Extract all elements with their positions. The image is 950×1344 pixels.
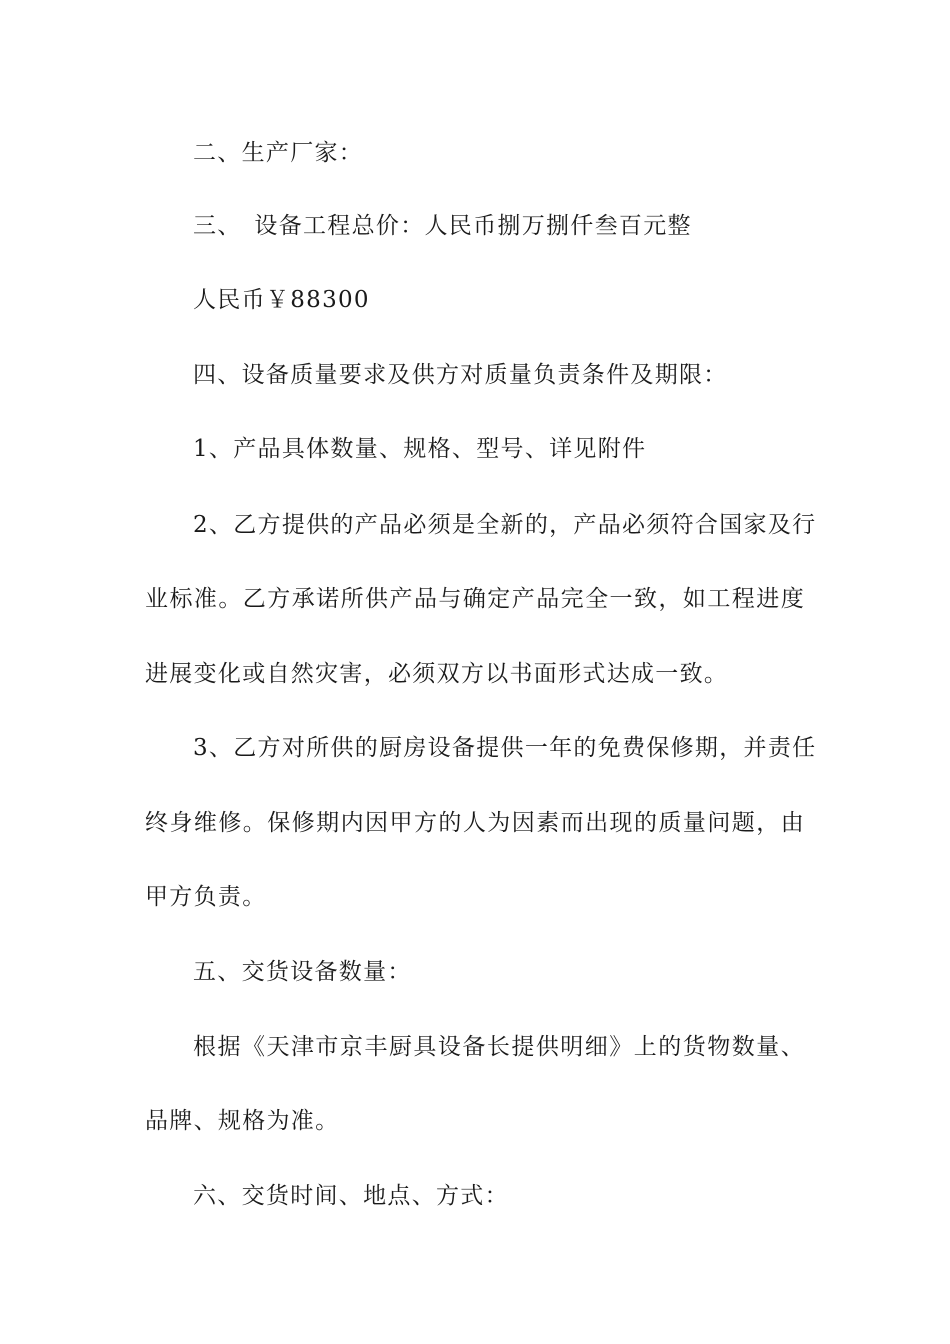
clause-4-1: 1、产品具体数量、规格、型号、详见附件 xyxy=(193,436,647,462)
section-5-body-line-1: 根据《天津市京丰厨具设备长提供明细》上的货物数量、 xyxy=(193,1034,805,1060)
clause-4-3-line-2: 终身维修。保修期内因甲方的人为因素而出现的质量问题，由 xyxy=(145,810,805,836)
total-price-amount: 人民币￥88300 xyxy=(193,287,370,313)
section-4-heading: 四、设备质量要求及供方对质量负责条件及期限： xyxy=(193,362,728,388)
clause-4-3-line-3: 甲方负责。 xyxy=(145,884,267,910)
section-5-heading: 五、交货设备数量： xyxy=(193,959,412,985)
clause-4-2-line-2: 业标准。乙方承诺所供产品与确定产品完全一致，如工程进度 xyxy=(145,586,805,612)
clause-4-3-line-1: 3、乙方对所供的厨房设备提供一年的免费保修期，并责任 xyxy=(193,735,817,761)
clause-4-2-line-1: 2、乙方提供的产品必须是全新的，产品必须符合国家及行 xyxy=(193,512,817,538)
section-6-heading: 六、交货时间、地点、方式： xyxy=(193,1183,509,1209)
section-5-body-line-2: 品牌、规格为准。 xyxy=(145,1108,340,1134)
clause-4-2-line-3: 进展变化或自然灾害，必须双方以书面形式达成一致。 xyxy=(145,661,729,687)
section-3-total-price: 三、 设备工程总价：人民币捌万捌仟叁百元整 xyxy=(193,213,692,239)
section-2-heading: 二、生产厂家： xyxy=(193,140,364,166)
